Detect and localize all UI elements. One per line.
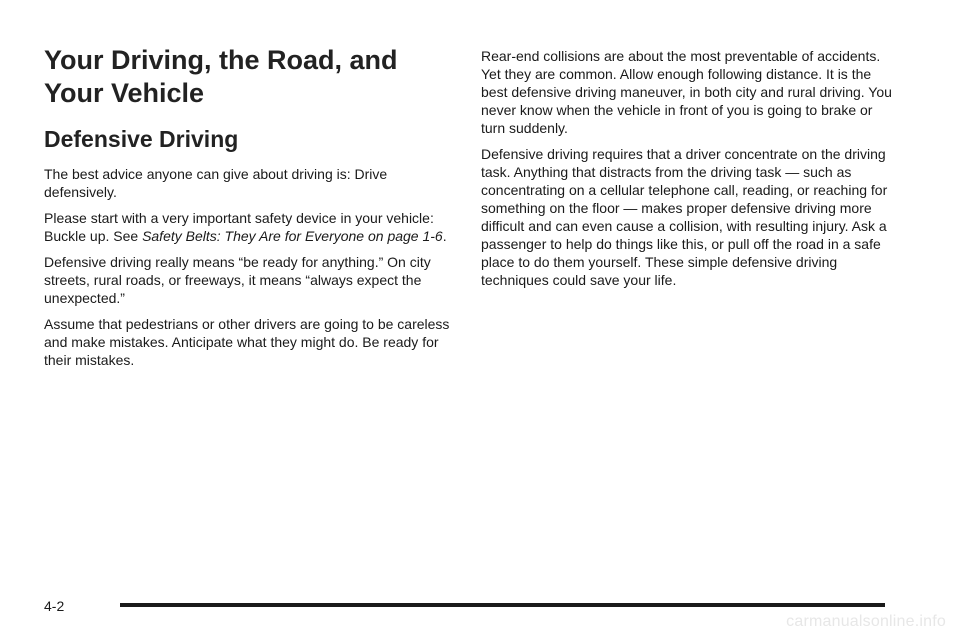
section-title: Defensive Driving [44,126,239,152]
paragraph-buckle-up-end: . [442,228,447,244]
footer-rule [120,603,885,607]
paragraph-buckle-up [44,209,454,245]
paragraph-be-ready: Defensive driving really means “be ready for anything.” On city streets, rural roads, or freeways, it means “always expect the unexpected.” [44,254,431,306]
paragraph-concentrate: Defensive driving requires that a driver concentrate on the driving task. Anything that distracts from the driving task — such as concentrating on a cellular telephone call, reading, or reaching for something on the floor — makes proper defensive driving more difficult and can even cause a collision, with resulting injury. Ask a passenger to help do things like this, or pull off the road in a safe place to do them yourself. These simple defensive driving techniques could save your life. [481,146,888,288]
page-number: 4-2 [44,598,65,614]
chapter-title: Your Driving, the Road, and Your Vehicle [44,45,398,108]
left-body [44,165,454,377]
paragraph-rear-end-collisions: Rear-end collisions are about the most preventable of accidents. Yet they are common. Allow enough following distance. It is the best defensive driving maneuver, in both city and rural driving. You never know when the vehicle in front of you is going to brake or turn suddenly. [481,48,892,136]
watermark: carmanualsonline.info [786,613,946,630]
paragraph-pedestrians: Assume that pedestrians or other drivers are going to be careless and make mistakes. Anticipate what they might do. Be ready for their mistakes. [44,316,450,368]
paragraph-drive-defensively: The best advice anyone can give about driving is: Drive defensively. [44,166,388,200]
paragraph-buckle-up-text: Please start with a very important safety device in your vehicle: Buckle up. See [44,210,434,244]
safety-belts-cross-reference[interactable]: Safety Belts: They Are for Everyone on page 1-6 [142,228,443,244]
right-body [481,47,893,297]
